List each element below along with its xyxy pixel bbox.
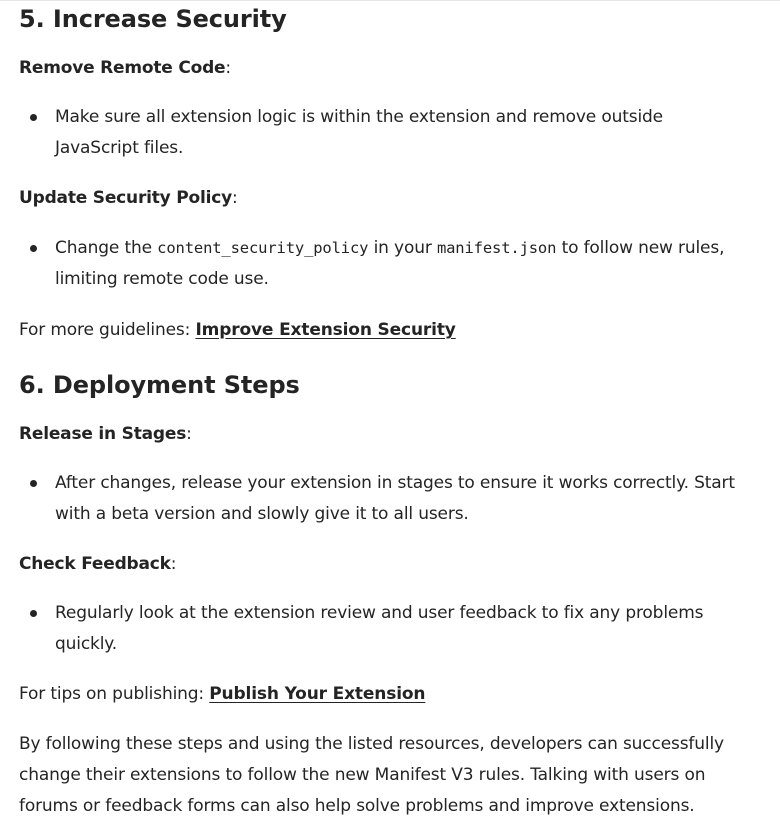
- resource-line-security: For more guidelines: Improve Extension Security: [19, 320, 456, 340]
- section-heading-security: 5. Increase Security: [19, 5, 287, 33]
- list-item: Make sure all extension logic is within the extension and remove outside JavaScript files.: [55, 102, 745, 164]
- subheading-update-security-policy: Update Security Policy:: [19, 188, 238, 208]
- section-heading-deployment: 6. Deployment Steps: [19, 371, 300, 399]
- bullet-icon: [30, 610, 37, 617]
- subheading-check-feedback: Check Feedback:: [19, 554, 177, 574]
- inline-code: content_security_policy: [157, 239, 369, 257]
- improve-extension-security-link[interactable]: Improve Extension Security: [195, 320, 456, 340]
- list-item: Regularly look at the extension review and user feedback to fix any problems quickly.: [55, 598, 745, 660]
- list-item: Change the content_security_policy in your manifest.json to follow new rules, limiting remote code use.: [55, 233, 745, 295]
- bullet-icon: [30, 114, 37, 121]
- list-item: After changes, release your extension in stages to ensure it works correctly. Start with a beta version and slowly give it to all users.: [55, 468, 745, 530]
- closing-paragraph: By following these steps and using the listed resources, developers can successfully change their extensions to follow the new Manifest V3 rules. Talking with users on forums or feedback forms can also help solve problems and improve extensions.: [19, 734, 724, 816]
- publish-your-extension-link[interactable]: Publish Your Extension: [209, 684, 426, 704]
- subheading-release-in-stages: Release in Stages:: [19, 424, 192, 444]
- inline-code: manifest.json: [436, 239, 557, 257]
- subheading-remove-remote-code: Remove Remote Code:: [19, 58, 231, 78]
- resource-line-publishing: For tips on publishing: Publish Your Extension: [19, 684, 426, 704]
- bullet-icon: [30, 245, 37, 252]
- bullet-icon: [30, 480, 37, 487]
